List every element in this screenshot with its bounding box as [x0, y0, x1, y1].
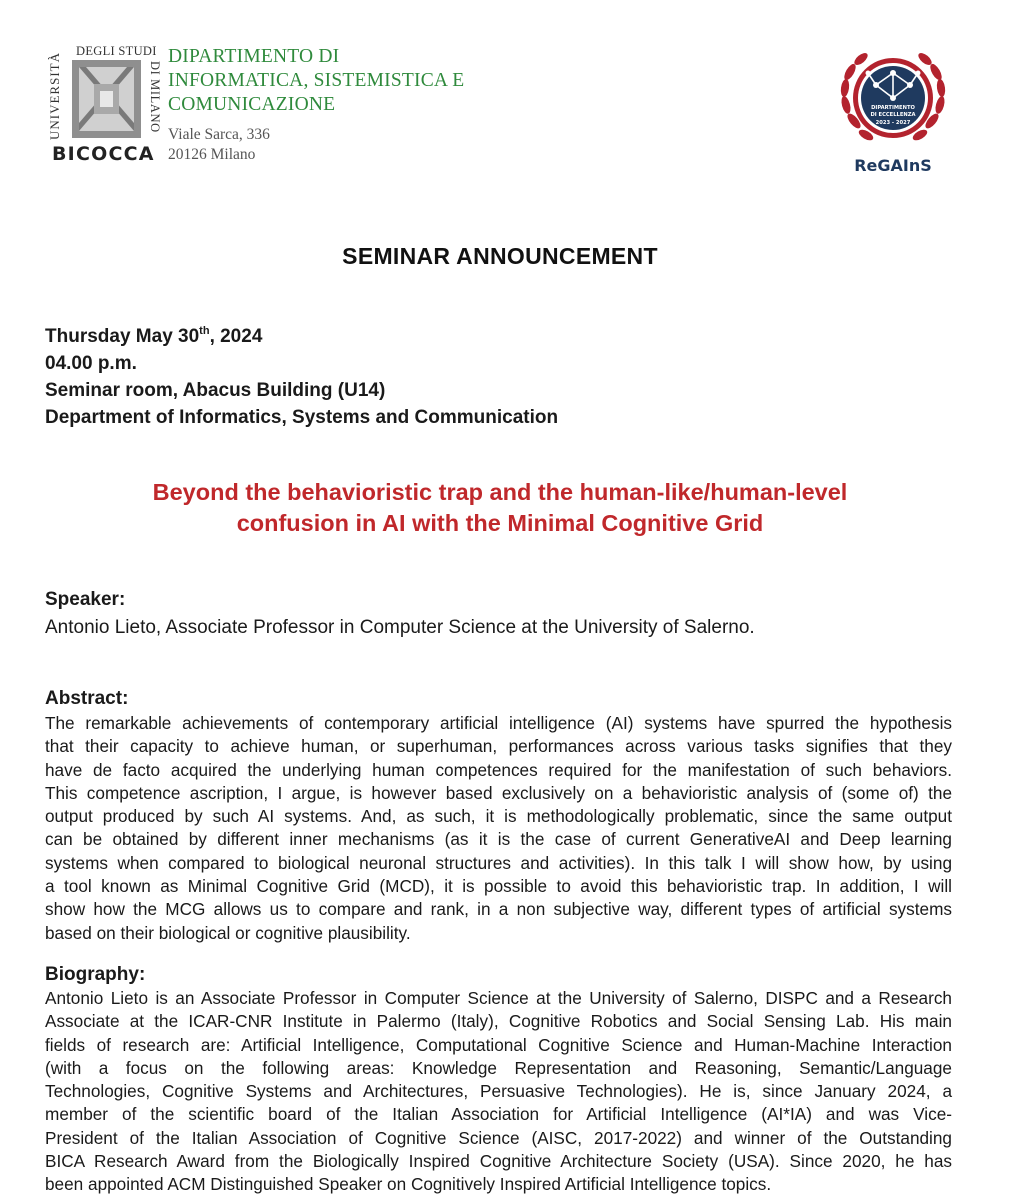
biography-heading: Biography:	[45, 964, 146, 985]
event-department: Department of Informatics, Systems and Communication	[45, 407, 559, 428]
event-date-prefix: Thursday May 30	[45, 326, 200, 347]
abstract-line: can be obtained by different inner mechanisms (as it is the case of current GenerativeAI and Deep learning	[45, 829, 952, 850]
university-logo-icon	[47, 44, 162, 165]
department-name	[168, 45, 464, 117]
abstract-line: The remarkable achievements of contemporary artificial intelligence (AI) systems have spurred the hypothesis	[45, 713, 952, 733]
talk-title	[0, 477, 1000, 539]
biography-body	[45, 987, 952, 1197]
biography-line: BICA Research Award from the Biologically Inspired Cognitive Architecture Society (USA). Since 2020, he has	[45, 1151, 952, 1172]
speaker-heading: Speaker:	[45, 589, 126, 610]
abstract-line: systems when compared to biological neuronal structures and activities). In this talk I will show how, by using	[45, 852, 952, 873]
svg-text:UNIVERSITÀ: UNIVERSITÀ	[47, 52, 62, 140]
address-city: 20126 Milano	[168, 146, 256, 163]
abstract-line: This competence ascription, I argue, is however based exclusively on a behavioristic analysis of (some of) the	[45, 782, 952, 803]
abstract-line: output produced by such AI systems. And, as such, it is methodologically problematic, since the same output	[45, 806, 952, 827]
svg-text:DI MILANO: DI MILANO	[148, 61, 162, 133]
abstract-heading: Abstract:	[45, 688, 129, 709]
svg-text:2023 - 2027: 2023 - 2027	[875, 120, 911, 126]
biography-line: President of the Italian Association of Cognitive Science (AISC, 2017-2022) and winner of the Outstanding	[45, 1127, 952, 1148]
abstract-line: that their capacity to achieve human, or superhuman, performances across various tasks signifies that they	[45, 736, 952, 757]
svg-text:DIPARTIMENTO: DIPARTIMENTO	[871, 105, 915, 111]
event-date-year: , 2024	[209, 326, 263, 347]
biography-line: Antonio Lieto is an Associate Professor in Computer Science at the University of Salerno, DISPC and a Research	[45, 988, 952, 1008]
event-time: 04.00 p.m.	[45, 353, 137, 374]
department-line: COMUNICAZIONE	[168, 94, 336, 115]
event-date-suffix: th	[199, 325, 210, 337]
speaker-text: Antonio Lieto, Associate Professor in Computer Science at the University of Salerno.	[45, 617, 755, 638]
svg-text:BICOCCA: BICOCCA	[52, 143, 155, 165]
biography-line: (with a focus on the following areas: Knowledge Representation and Reasoning, Semantic/Language	[45, 1057, 952, 1078]
department-line: DIPARTIMENTO DI	[168, 46, 340, 67]
abstract-line: based on their biological or cognitive plausibility.	[45, 922, 411, 943]
event-date	[45, 323, 558, 350]
document-type-heading: SEMINAR ANNOUNCEMENT	[342, 243, 658, 269]
biography-line: fields of research are: Artificial Intelligence, Computational Cognitive Science and Human-Machine Interaction	[45, 1034, 952, 1055]
department-line: INFORMATICA, SISTEMISTICA E	[168, 70, 465, 91]
address-street: Viale Sarca, 336	[168, 126, 270, 143]
biography-line: Associate at the ICAR-CNR Institute in Palermo (Italy), Cognitive Robotics and Social Sensing Lab. His main	[45, 1011, 952, 1032]
talk-title-line: Beyond the behavioristic trap and the human-like/human-level	[152, 479, 848, 505]
event-details	[45, 323, 558, 431]
biography-line: been appointed ACM Distinguished Speaker on Cognitively Inspired Artificial Intelligence topics.	[45, 1174, 772, 1195]
abstract-line: show how the MCG allows us to compare and rank, in a non subjective way, different types of artificial systems	[45, 899, 952, 920]
biography-line: Technologies, Cognitive Systems and Architectures, Persuasive Technologies). He is, since January 2024, a	[45, 1081, 952, 1102]
department-address	[168, 125, 270, 165]
excellence-badge-icon	[834, 43, 952, 153]
biography-line: member of the scientific board of the Italian Association for Artificial Intelligence (AI*IA) and was Vice-	[45, 1104, 952, 1125]
abstract-body	[45, 712, 952, 945]
svg-text:DI ECCELLENZA: DI ECCELLENZA	[870, 112, 916, 118]
event-location: Seminar room, Abacus Building (U14)	[45, 380, 386, 401]
abstract-line: have de facto acquired the underlying human competences required for the manifestation of such behaviors.	[45, 759, 952, 780]
svg-text:DEGLI STUDI: DEGLI STUDI	[76, 44, 157, 58]
regains-name: ReGAInS	[854, 156, 932, 175]
abstract-line: a tool known as Minimal Cognitive Grid (MCD), it is possible to avoid this behavioristic trap. In addition, I will	[45, 876, 952, 897]
talk-title-line: confusion in AI with the Minimal Cognitive Grid	[236, 510, 764, 536]
